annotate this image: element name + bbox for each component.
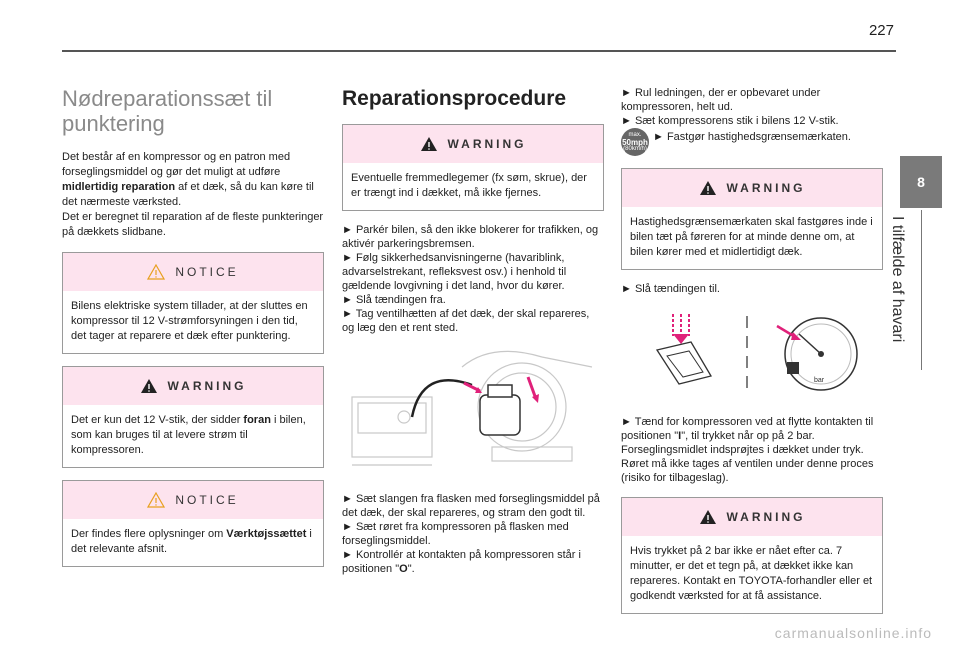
top-rule — [62, 50, 896, 52]
warning-text: Hvis trykket på 2 bar ikke er nået efter ca. 7 minutter, er det et tegn på, at dækket ikke kan repareres. Kontakt en TOYOTA-forhandler eller et godkendt værksted for at få assistance. — [630, 545, 873, 602]
chapter-tab[interactable]: 8 — [900, 156, 942, 208]
notice-box — [62, 480, 324, 567]
step: ► Sæt kompressorens stik i bilens 12 V-stik. — [621, 115, 839, 127]
warning-triangle-icon — [699, 180, 717, 196]
switch-and-gauge-illustration — [621, 306, 883, 398]
notice-header — [63, 481, 323, 519]
warning-text: Hastighedsgrænsemærkaten skal fastgøres inde i bilen tæt på føreren for at minde denne om, at bilen kører med et midlertidigt dæk. — [630, 216, 873, 258]
column-right — [621, 86, 883, 614]
speed-limit-sticker-icon: max. 50mph (80km/h) — [621, 128, 649, 156]
step: ► Parkér bilen, så den ikke blokerer for trafikken, og aktivér parkeringsbremsen. — [342, 224, 599, 250]
speed-sign-row — [621, 128, 883, 156]
notice-label: NOTICE — [175, 265, 239, 279]
warning-header — [622, 498, 882, 536]
warning-box — [62, 366, 324, 468]
steps-list — [342, 223, 604, 335]
warning-label: WARNING — [726, 181, 806, 195]
step: ► Tag ventilhætten af det dæk, der skal repareres, og læg den et rent sted. — [342, 308, 590, 334]
step: ► Følg sikkerhedsanvisningerne (havariblink, advarselstrekant, refleksvest osv.) i henhold til gældende lovgivning i det land, hvor du kører. — [342, 252, 567, 292]
watermark: carmanualsonline.info — [774, 625, 932, 641]
column-middle — [342, 86, 604, 576]
step: ► Slå tændingen til. — [621, 283, 720, 295]
notice-text: Der findes flere oplysninger om Værktøjssættet i det relevante afsnit. — [71, 528, 312, 555]
warning-label: WARNING — [167, 379, 247, 393]
compressor-tyre-illustration — [342, 347, 604, 475]
notice-text: Bilens elektriske system tillader, at der sluttes en kompressor til 12 V-strømforsyningen i den tid, det tager at reparere et dæk efter punktering. — [71, 300, 308, 342]
warning-header — [343, 125, 603, 163]
warning-box — [621, 168, 883, 270]
intro-paragraph: Det består af en kompressor og en patron med forseglingsmiddel og gør det muligt at udføre midlertidig reparation af et dæk, så du kan køre til det nærmeste værksted. Det er beregnet til reparation af de fleste punkteringer på dækkets slidbane. — [62, 151, 324, 238]
warning-label: WARNING — [726, 510, 806, 524]
steps-list — [621, 86, 883, 128]
step: ► Rul ledningen, der er opbevaret under kompressoren, helt ud. — [621, 87, 821, 113]
step: ► Slå tændingen fra. — [342, 294, 446, 306]
step: ► Sæt røret fra kompressoren på flasken med forseglingsmiddel. — [342, 521, 569, 547]
step: ► Kontrollér at kontakten på kompressoren står i positionen "O". — [342, 549, 581, 575]
step: ► Tænd for kompressoren ved at flytte kontakten til positionen "I", til trykket når op på 2 bar. Forseglingsmidlet indsprøjtes i dækket under tryk. Røret må ikke tages af ventilen under denne proces (risiko for tilbageslag). — [621, 416, 874, 484]
side-divider — [921, 210, 922, 370]
warning-header — [63, 367, 323, 405]
warning-box — [621, 497, 883, 614]
warning-header — [622, 169, 882, 207]
gauge-unit: bar — [814, 377, 825, 384]
section-heading: Nødreparationssæt til punktering — [62, 86, 273, 136]
notice-label: NOTICE — [175, 493, 239, 507]
warning-triangle-icon — [699, 509, 717, 525]
steps-list — [342, 492, 604, 576]
warning-triangle-icon — [140, 378, 158, 394]
notice-triangle-icon — [147, 492, 165, 508]
procedure-heading: Reparationsprocedure — [342, 87, 567, 110]
notice-header — [63, 253, 323, 291]
page-number: 227 — [868, 22, 894, 39]
step: ► Sæt slangen fra flasken med forseglingsmiddel på det dæk, der skal repareres, og stram den godt til. — [342, 493, 600, 519]
warning-box — [342, 124, 604, 211]
notice-triangle-icon — [147, 264, 165, 280]
step: ► Fastgør hastighedsgrænsemærkaten. — [653, 131, 851, 143]
warning-triangle-icon — [420, 136, 438, 152]
notice-box — [62, 252, 324, 354]
warning-text: Eventuelle fremmedlegemer (fx søm, skrue), der er trængt ind i dækket, må ikke fjernes. — [351, 172, 587, 199]
warning-text: Det er kun det 12 V-stik, der sidder foran i bilen, som kan bruges til at levere strøm til kompressoren. — [71, 414, 306, 456]
chapter-title: I tilfælde af havari — [889, 216, 906, 343]
column-left — [62, 86, 324, 567]
warning-label: WARNING — [447, 137, 527, 151]
